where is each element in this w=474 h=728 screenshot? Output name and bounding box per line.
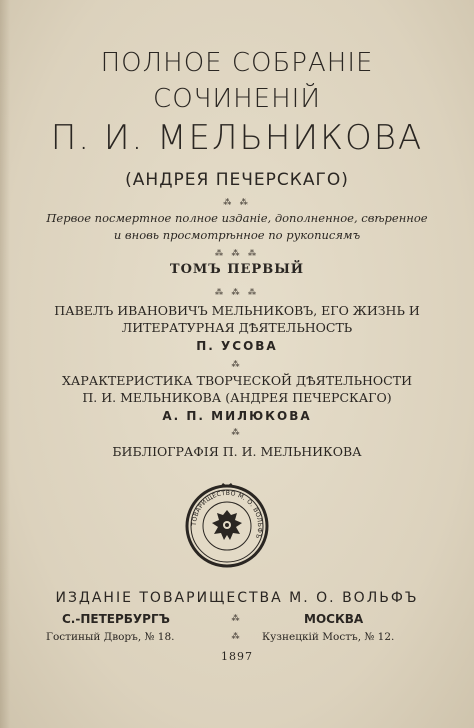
ornament-3: ⁂ ⁂ ⁂: [214, 288, 260, 297]
author-pseudonym: (АНДРЕЯ ПЕЧЕРСКАГО): [125, 170, 349, 190]
ornament-1: ⁂ ⁂: [223, 198, 251, 207]
publisher-line: ИЗДАНІЕ ТОВАРИЩЕСТВА М. О. ВОЛЬФЪ: [55, 590, 419, 606]
seal-text: ТОВАРИЩЕСТВО М. О. ВОЛЬФЪ: [190, 489, 264, 540]
address-left: Гостиный Дворъ, № 18.: [46, 631, 175, 643]
ornament-2: ⁂ ⁂ ⁂: [214, 249, 260, 258]
footer-ornament-2: ⁂: [231, 632, 243, 641]
author-name: П. И. МЕЛЬНИКОВА: [50, 118, 424, 158]
title-line-2: СОЧИНЕНІЙ: [153, 84, 321, 114]
contents-item-2-author: А. П. МИЛЮКОВА: [162, 409, 312, 423]
publication-year: 1897: [221, 650, 253, 663]
edition-note-line-1: Первое посмертное полное изданіе, дополненное, свѣренное: [46, 211, 428, 225]
city-right: МОСКВА: [304, 612, 364, 626]
contents-item-2-line-1: ХАРАКТЕРИСТИКА ТВОРЧЕСКОЙ ДѢЯТЕЛЬНОСТИ: [62, 373, 412, 388]
contents-item-3: БИБЛІОГРАФІЯ П. И. МЕЛЬНИКОВА: [112, 444, 362, 459]
publisher-seal-icon: [184, 483, 270, 569]
contents-item-1-line-1: ПАВЕЛЪ ИВАНОВИЧЪ МЕЛЬНИКОВЪ, ЕГО ЖИЗНЬ И: [54, 303, 420, 318]
contents-item-1-author: П. УСОВА: [196, 339, 278, 353]
edition-note-line-2: и вновь просмотрѣнное по рукописямъ: [113, 228, 361, 242]
contents-item-1-line-2: ЛИТЕРАТУРНАЯ ДѢЯТЕЛЬНОСТЬ: [121, 320, 353, 335]
footer-ornament: ⁂: [231, 614, 243, 623]
ornament-5: ⁂: [231, 428, 243, 437]
address-right: Кузнецкій Мостъ, № 12.: [262, 631, 395, 643]
contents-item-2-line-2: П. И. МЕЛЬНИКОВА (АНДРЕЯ ПЕЧЕРСКАГО): [82, 390, 392, 405]
city-left: С.-ПЕТЕРБУРГЪ: [62, 612, 170, 626]
title-line-1: ПОЛНОЕ СОБРАНІЕ: [100, 48, 374, 78]
ornament-4: ⁂: [231, 360, 243, 369]
volume-label: ТОМЪ ПЕРВЫЙ: [169, 262, 305, 277]
